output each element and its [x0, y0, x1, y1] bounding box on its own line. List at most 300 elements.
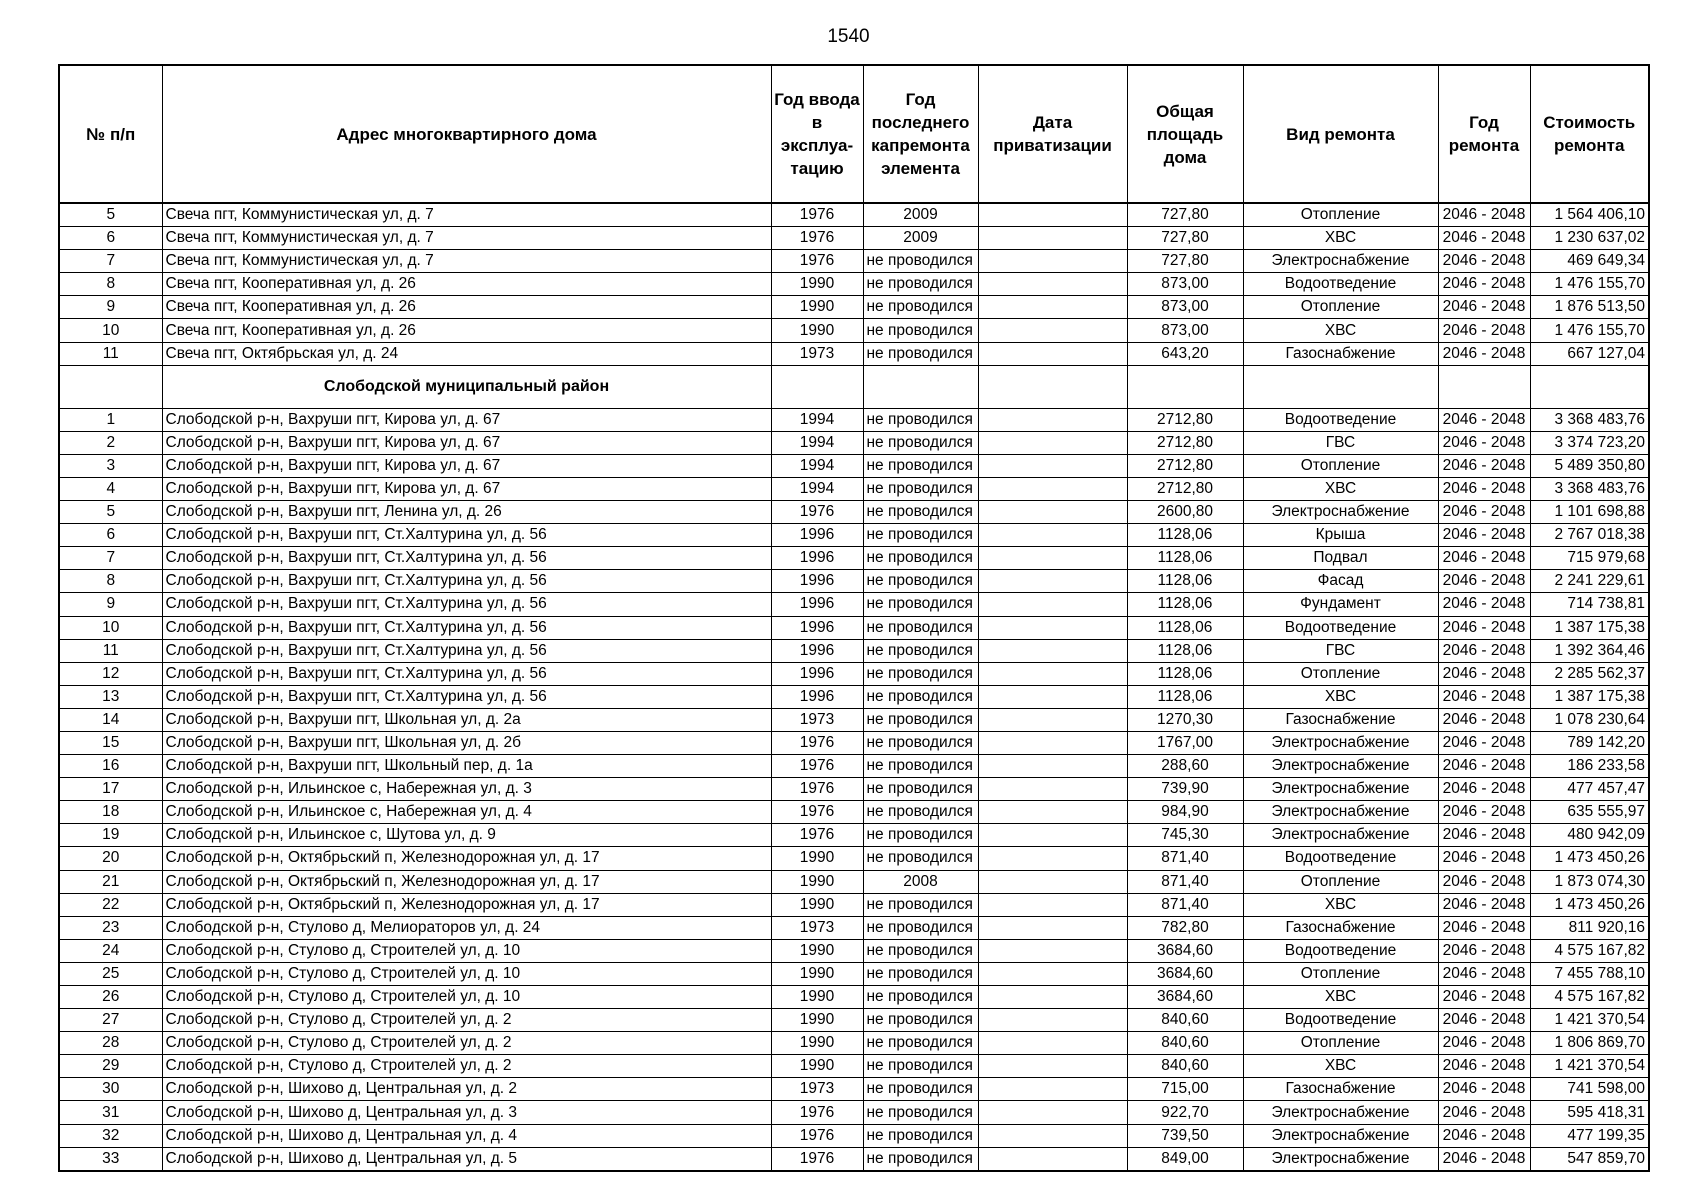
- repair-type-cell: Отопление: [1243, 454, 1438, 477]
- year-built-cell: 1990: [771, 870, 863, 893]
- area-cell: 1128,06: [1127, 639, 1243, 662]
- privatization-cell: [978, 870, 1127, 893]
- year-built-cell: 1996: [771, 639, 863, 662]
- address-cell: Слободской р-н, Шихово д, Центральная ул, д. 5: [162, 1147, 771, 1171]
- header-cost: Стоимость ремонта: [1530, 65, 1649, 203]
- table-row: [59, 893, 1649, 916]
- row-number: 24: [59, 939, 162, 962]
- row-number: 21: [59, 870, 162, 893]
- repair-type-cell: Электроснабжение: [1243, 1124, 1438, 1147]
- cost-cell: 2 285 562,37: [1530, 662, 1649, 685]
- section-empty-cell: [1127, 365, 1243, 408]
- cost-cell: 477 199,35: [1530, 1124, 1649, 1147]
- table-row: [59, 1055, 1649, 1078]
- privatization-cell: [978, 708, 1127, 731]
- last-repair-cell: не проводился: [863, 454, 978, 477]
- repair-year-cell: 2046 - 2048: [1438, 273, 1530, 296]
- area-cell: 984,90: [1127, 801, 1243, 824]
- header-area: Общая площадь дома: [1127, 65, 1243, 203]
- row-number: 7: [59, 250, 162, 273]
- repair-year-cell: 2046 - 2048: [1438, 778, 1530, 801]
- area-cell: 2712,80: [1127, 454, 1243, 477]
- cost-cell: 5 489 350,80: [1530, 454, 1649, 477]
- row-number: 9: [59, 296, 162, 319]
- row-number: 4: [59, 477, 162, 500]
- table-row: [59, 616, 1649, 639]
- address-cell: Свеча пгт, Октябрьская ул, д. 24: [162, 342, 771, 365]
- row-number: 29: [59, 1055, 162, 1078]
- area-cell: 745,30: [1127, 824, 1243, 847]
- last-repair-cell: не проводился: [863, 824, 978, 847]
- repair-year-cell: 2046 - 2048: [1438, 1055, 1530, 1078]
- cost-cell: 1 230 637,02: [1530, 227, 1649, 250]
- year-built-cell: 1976: [771, 203, 863, 227]
- row-number: 18: [59, 801, 162, 824]
- last-repair-cell: 2009: [863, 227, 978, 250]
- table-row: [59, 273, 1649, 296]
- year-built-cell: 1990: [771, 273, 863, 296]
- cost-cell: 667 127,04: [1530, 342, 1649, 365]
- repair-year-cell: 2046 - 2048: [1438, 1124, 1530, 1147]
- area-cell: 873,00: [1127, 296, 1243, 319]
- area-cell: 3684,60: [1127, 962, 1243, 985]
- address-cell: Слободской р-н, Вахруши пгт, Кирова ул, д. 67: [162, 431, 771, 454]
- area-cell: 922,70: [1127, 1101, 1243, 1124]
- repair-type-cell: ХВС: [1243, 319, 1438, 342]
- area-cell: 739,50: [1127, 1124, 1243, 1147]
- year-built-cell: 1996: [771, 662, 863, 685]
- repair-year-cell: 2046 - 2048: [1438, 893, 1530, 916]
- privatization-cell: [978, 477, 1127, 500]
- row-number: 12: [59, 662, 162, 685]
- section-empty-cell: [1438, 365, 1530, 408]
- cost-cell: 715 979,68: [1530, 547, 1649, 570]
- address-cell: Слободской р-н, Ильинское с, Набережная ул, д. 4: [162, 801, 771, 824]
- address-cell: Слободской р-н, Вахруши пгт, Ст.Халтурина ул, д. 56: [162, 593, 771, 616]
- cost-cell: 547 859,70: [1530, 1147, 1649, 1171]
- address-cell: Слободской р-н, Вахруши пгт, Ст.Халтурина ул, д. 56: [162, 547, 771, 570]
- row-number: 8: [59, 570, 162, 593]
- year-built-cell: 1990: [771, 847, 863, 870]
- last-repair-cell: не проводился: [863, 731, 978, 754]
- last-repair-cell: не проводился: [863, 296, 978, 319]
- row-number: 11: [59, 342, 162, 365]
- cost-cell: 1 473 450,26: [1530, 847, 1649, 870]
- privatization-cell: [978, 893, 1127, 916]
- row-number: 26: [59, 986, 162, 1009]
- table-row: [59, 477, 1649, 500]
- last-repair-cell: 2008: [863, 870, 978, 893]
- year-built-cell: 1994: [771, 477, 863, 500]
- area-cell: 849,00: [1127, 1147, 1243, 1171]
- table-row: [59, 1147, 1649, 1171]
- area-cell: 873,00: [1127, 273, 1243, 296]
- cost-cell: 3 368 483,76: [1530, 477, 1649, 500]
- repair-type-cell: Электроснабжение: [1243, 778, 1438, 801]
- repair-type-cell: Электроснабжение: [1243, 1101, 1438, 1124]
- privatization-cell: [978, 593, 1127, 616]
- header-num: № п/п: [59, 65, 162, 203]
- cost-cell: 7 455 788,10: [1530, 962, 1649, 985]
- row-number: 30: [59, 1078, 162, 1101]
- repair-year-cell: 2046 - 2048: [1438, 916, 1530, 939]
- row-number: 7: [59, 547, 162, 570]
- privatization-cell: [978, 939, 1127, 962]
- address-cell: Слободской р-н, Вахруши пгт, Кирова ул, д. 67: [162, 408, 771, 431]
- repair-type-cell: Отопление: [1243, 203, 1438, 227]
- row-number: 14: [59, 708, 162, 731]
- repair-type-cell: Водоотведение: [1243, 939, 1438, 962]
- year-built-cell: 1973: [771, 1078, 863, 1101]
- table-row: [59, 250, 1649, 273]
- repair-type-cell: Электроснабжение: [1243, 801, 1438, 824]
- row-number: 11: [59, 639, 162, 662]
- privatization-cell: [978, 454, 1127, 477]
- row-number: 17: [59, 778, 162, 801]
- row-number: 23: [59, 916, 162, 939]
- year-built-cell: 1994: [771, 431, 863, 454]
- repair-type-cell: Подвал: [1243, 547, 1438, 570]
- address-cell: Свеча пгт, Коммунистическая ул, д. 7: [162, 250, 771, 273]
- table-row: [59, 847, 1649, 870]
- privatization-cell: [978, 755, 1127, 778]
- last-repair-cell: не проводился: [863, 501, 978, 524]
- repair-type-cell: Газоснабжение: [1243, 708, 1438, 731]
- last-repair-cell: не проводился: [863, 893, 978, 916]
- area-cell: 3684,60: [1127, 986, 1243, 1009]
- section-row: [59, 365, 1649, 408]
- last-repair-cell: не проводился: [863, 1124, 978, 1147]
- last-repair-cell: не проводился: [863, 1147, 978, 1171]
- address-cell: Слободской р-н, Шихово д, Центральная ул, д. 2: [162, 1078, 771, 1101]
- cost-cell: 1 476 155,70: [1530, 319, 1649, 342]
- repair-year-cell: 2046 - 2048: [1438, 708, 1530, 731]
- cost-cell: 811 920,16: [1530, 916, 1649, 939]
- privatization-cell: [978, 1124, 1127, 1147]
- cost-cell: 480 942,09: [1530, 824, 1649, 847]
- header-year-built: Год ввода в эксплуа-тацию: [771, 65, 863, 203]
- last-repair-cell: не проводился: [863, 962, 978, 985]
- privatization-cell: [978, 916, 1127, 939]
- year-built-cell: 1976: [771, 778, 863, 801]
- repair-type-cell: Электроснабжение: [1243, 731, 1438, 754]
- table-row: [59, 662, 1649, 685]
- year-built-cell: 1994: [771, 408, 863, 431]
- area-cell: 2600,80: [1127, 501, 1243, 524]
- repair-type-cell: ХВС: [1243, 986, 1438, 1009]
- section-num-cell: [59, 365, 162, 408]
- table-row: [59, 319, 1649, 342]
- last-repair-cell: не проводился: [863, 1078, 978, 1101]
- address-cell: Слободской р-н, Октябрьский п, Железнодорожная ул, д. 17: [162, 893, 771, 916]
- area-cell: 871,40: [1127, 847, 1243, 870]
- address-cell: Свеча пгт, Коммунистическая ул, д. 7: [162, 203, 771, 227]
- table-row: [59, 962, 1649, 985]
- table-row: [59, 731, 1649, 754]
- repair-year-cell: 2046 - 2048: [1438, 986, 1530, 1009]
- row-number: 2: [59, 431, 162, 454]
- repair-type-cell: Газоснабжение: [1243, 916, 1438, 939]
- row-number: 20: [59, 847, 162, 870]
- privatization-cell: [978, 685, 1127, 708]
- address-cell: Слободской р-н, Вахруши пгт, Ст.Халтурина ул, д. 56: [162, 685, 771, 708]
- last-repair-cell: не проводился: [863, 916, 978, 939]
- table-row: [59, 431, 1649, 454]
- row-number: 13: [59, 685, 162, 708]
- repair-year-cell: 2046 - 2048: [1438, 1078, 1530, 1101]
- repair-year-cell: 2046 - 2048: [1438, 662, 1530, 685]
- year-built-cell: 1976: [771, 1101, 863, 1124]
- table-row: [59, 296, 1649, 319]
- area-cell: 2712,80: [1127, 477, 1243, 500]
- area-cell: 1767,00: [1127, 731, 1243, 754]
- address-cell: Слободской р-н, Ильинское с, Шутова ул, д. 9: [162, 824, 771, 847]
- table-row: [59, 342, 1649, 365]
- repair-type-cell: Отопление: [1243, 962, 1438, 985]
- privatization-cell: [978, 296, 1127, 319]
- privatization-cell: [978, 616, 1127, 639]
- address-cell: Слободской р-н, Вахруши пгт, Кирова ул, д. 67: [162, 477, 771, 500]
- section-empty-cell: [863, 365, 978, 408]
- address-cell: Слободской р-н, Вахруши пгт, Ст.Халтурина ул, д. 56: [162, 616, 771, 639]
- year-built-cell: 1996: [771, 685, 863, 708]
- last-repair-cell: не проводился: [863, 547, 978, 570]
- privatization-cell: [978, 319, 1127, 342]
- cost-cell: 477 457,47: [1530, 778, 1649, 801]
- last-repair-cell: не проводился: [863, 1009, 978, 1032]
- address-cell: Слободской р-н, Шихово д, Центральная ул, д. 3: [162, 1101, 771, 1124]
- address-cell: Слободской р-н, Вахруши пгт, Кирова ул, д. 67: [162, 454, 771, 477]
- area-cell: 1128,06: [1127, 524, 1243, 547]
- page-number: 1540: [827, 26, 870, 47]
- cost-cell: 3 374 723,20: [1530, 431, 1649, 454]
- repair-year-cell: 2046 - 2048: [1438, 731, 1530, 754]
- repair-year-cell: 2046 - 2048: [1438, 524, 1530, 547]
- table-row: [59, 203, 1649, 227]
- header-repair-type: Вид ремонта: [1243, 65, 1438, 203]
- row-number: 28: [59, 1032, 162, 1055]
- cost-cell: 1 564 406,10: [1530, 203, 1649, 227]
- table-row: [59, 939, 1649, 962]
- table-row: [59, 454, 1649, 477]
- last-repair-cell: не проводился: [863, 685, 978, 708]
- area-cell: 1128,06: [1127, 662, 1243, 685]
- last-repair-cell: не проводился: [863, 250, 978, 273]
- address-cell: Слободской р-н, Вахруши пгт, Ленина ул, д. 26: [162, 501, 771, 524]
- address-cell: Слободской р-н, Стулово д, Строителей ул, д. 2: [162, 1009, 771, 1032]
- year-built-cell: 1976: [771, 824, 863, 847]
- cost-cell: 4 575 167,82: [1530, 939, 1649, 962]
- last-repair-cell: не проводился: [863, 1055, 978, 1078]
- repair-type-cell: ХВС: [1243, 685, 1438, 708]
- cost-cell: 595 418,31: [1530, 1101, 1649, 1124]
- last-repair-cell: не проводился: [863, 524, 978, 547]
- table-row: [59, 1124, 1649, 1147]
- row-number: 9: [59, 593, 162, 616]
- last-repair-cell: не проводился: [863, 616, 978, 639]
- table-row: [59, 1032, 1649, 1055]
- year-built-cell: 1996: [771, 616, 863, 639]
- rows-top: [59, 203, 1649, 365]
- row-number: 31: [59, 1101, 162, 1124]
- row-number: 10: [59, 319, 162, 342]
- privatization-cell: [978, 570, 1127, 593]
- row-number: 25: [59, 962, 162, 985]
- table-row: [59, 801, 1649, 824]
- table-row: [59, 755, 1649, 778]
- area-cell: 1270,30: [1127, 708, 1243, 731]
- table-row: [59, 547, 1649, 570]
- rows-bottom: [59, 408, 1649, 1171]
- header-repair-year: Год ремонта: [1438, 65, 1530, 203]
- row-number: 15: [59, 731, 162, 754]
- cost-cell: 186 233,58: [1530, 755, 1649, 778]
- repair-type-cell: Электроснабжение: [1243, 824, 1438, 847]
- year-built-cell: 1990: [771, 939, 863, 962]
- repair-year-cell: 2046 - 2048: [1438, 593, 1530, 616]
- row-number: 10: [59, 616, 162, 639]
- repair-year-cell: 2046 - 2048: [1438, 408, 1530, 431]
- year-built-cell: 1990: [771, 1009, 863, 1032]
- cost-cell: 1 387 175,38: [1530, 685, 1649, 708]
- cost-cell: 1 421 370,54: [1530, 1009, 1649, 1032]
- privatization-cell: [978, 431, 1127, 454]
- year-built-cell: 1996: [771, 593, 863, 616]
- table-row: [59, 824, 1649, 847]
- row-number: 19: [59, 824, 162, 847]
- address-cell: Свеча пгт, Кооперативная ул, д. 26: [162, 273, 771, 296]
- area-cell: 1128,06: [1127, 685, 1243, 708]
- row-number: 33: [59, 1147, 162, 1171]
- last-repair-cell: не проводился: [863, 708, 978, 731]
- address-cell: Свеча пгт, Кооперативная ул, д. 26: [162, 319, 771, 342]
- address-cell: Слободской р-н, Ильинское с, Набережная ул, д. 3: [162, 778, 771, 801]
- year-built-cell: 1976: [771, 731, 863, 754]
- cost-cell: 4 575 167,82: [1530, 986, 1649, 1009]
- cost-cell: 469 649,34: [1530, 250, 1649, 273]
- privatization-cell: [978, 639, 1127, 662]
- row-number: 1: [59, 408, 162, 431]
- section: [59, 365, 1649, 408]
- repair-type-cell: Электроснабжение: [1243, 1147, 1438, 1171]
- cost-cell: 1 078 230,64: [1530, 708, 1649, 731]
- repair-type-cell: Фундамент: [1243, 593, 1438, 616]
- privatization-cell: [978, 1078, 1127, 1101]
- repair-year-cell: 2046 - 2048: [1438, 962, 1530, 985]
- row-number: 5: [59, 203, 162, 227]
- repair-type-cell: Электроснабжение: [1243, 501, 1438, 524]
- last-repair-cell: не проводился: [863, 319, 978, 342]
- repair-year-cell: 2046 - 2048: [1438, 477, 1530, 500]
- area-cell: 2712,80: [1127, 431, 1243, 454]
- section-empty-cell: [978, 365, 1127, 408]
- area-cell: 840,60: [1127, 1055, 1243, 1078]
- repair-type-cell: ХВС: [1243, 893, 1438, 916]
- year-built-cell: 1976: [771, 501, 863, 524]
- privatization-cell: [978, 801, 1127, 824]
- address-cell: Слободской р-н, Вахруши пгт, Школьный пер, д. 1а: [162, 755, 771, 778]
- table-row: [59, 870, 1649, 893]
- privatization-cell: [978, 731, 1127, 754]
- year-built-cell: 1973: [771, 708, 863, 731]
- table-row: [59, 524, 1649, 547]
- repair-year-cell: 2046 - 2048: [1438, 342, 1530, 365]
- repair-year-cell: 2046 - 2048: [1438, 1032, 1530, 1055]
- year-built-cell: 1994: [771, 454, 863, 477]
- address-cell: Слободской р-н, Стулово д, Строителей ул, д. 2: [162, 1055, 771, 1078]
- privatization-cell: [978, 662, 1127, 685]
- repair-type-cell: Отопление: [1243, 662, 1438, 685]
- repair-type-cell: Водоотведение: [1243, 847, 1438, 870]
- section-empty-cell: [1243, 365, 1438, 408]
- address-cell: Слободской р-н, Вахруши пгт, Ст.Халтурина ул, д. 56: [162, 524, 771, 547]
- repair-year-cell: 2046 - 2048: [1438, 431, 1530, 454]
- repair-type-cell: ХВС: [1243, 477, 1438, 500]
- address-cell: Свеча пгт, Кооперативная ул, д. 26: [162, 296, 771, 319]
- last-repair-cell: не проводился: [863, 593, 978, 616]
- table-row: [59, 685, 1649, 708]
- cost-cell: 714 738,81: [1530, 593, 1649, 616]
- repair-year-cell: 2046 - 2048: [1438, 685, 1530, 708]
- privatization-cell: [978, 227, 1127, 250]
- year-built-cell: 1976: [771, 250, 863, 273]
- repair-type-cell: Электроснабжение: [1243, 755, 1438, 778]
- year-built-cell: 1990: [771, 1032, 863, 1055]
- repair-type-cell: ХВС: [1243, 227, 1438, 250]
- address-cell: Слободской р-н, Стулово д, Строителей ул, д. 2: [162, 1032, 771, 1055]
- cost-cell: 1 873 074,30: [1530, 870, 1649, 893]
- row-number: 6: [59, 524, 162, 547]
- privatization-cell: [978, 824, 1127, 847]
- year-built-cell: 1973: [771, 342, 863, 365]
- address-cell: Слободской р-н, Вахруши пгт, Школьная ул, д. 2а: [162, 708, 771, 731]
- row-number: 6: [59, 227, 162, 250]
- year-built-cell: 1990: [771, 319, 863, 342]
- repair-type-cell: Крыша: [1243, 524, 1438, 547]
- cost-cell: 741 598,00: [1530, 1078, 1649, 1101]
- table-row: [59, 1078, 1649, 1101]
- cost-cell: 1 806 869,70: [1530, 1032, 1649, 1055]
- last-repair-cell: не проводился: [863, 431, 978, 454]
- address-cell: Слободской р-н, Стулово д, Мелиораторов ул, д. 24: [162, 916, 771, 939]
- table-row: [59, 570, 1649, 593]
- address-cell: Слободской р-н, Вахруши пгт, Ст.Халтурина ул, д. 56: [162, 639, 771, 662]
- privatization-cell: [978, 778, 1127, 801]
- year-built-cell: 1996: [771, 524, 863, 547]
- last-repair-cell: не проводился: [863, 778, 978, 801]
- address-cell: Слободской р-н, Вахруши пгт, Школьная ул, д. 2б: [162, 731, 771, 754]
- repair-year-cell: 2046 - 2048: [1438, 616, 1530, 639]
- repair-year-cell: 2046 - 2048: [1438, 1009, 1530, 1032]
- year-built-cell: 1976: [771, 755, 863, 778]
- privatization-cell: [978, 547, 1127, 570]
- last-repair-cell: не проводился: [863, 986, 978, 1009]
- year-built-cell: 1990: [771, 296, 863, 319]
- repair-type-cell: Отопление: [1243, 870, 1438, 893]
- area-cell: 871,40: [1127, 870, 1243, 893]
- repair-year-cell: 2046 - 2048: [1438, 203, 1530, 227]
- area-cell: 3684,60: [1127, 939, 1243, 962]
- privatization-cell: [978, 203, 1127, 227]
- row-number: 16: [59, 755, 162, 778]
- repair-year-cell: 2046 - 2048: [1438, 755, 1530, 778]
- address-cell: Слободской р-н, Октябрьский п, Железнодорожная ул, д. 17: [162, 870, 771, 893]
- section-title: Слободской муниципальный район: [162, 365, 771, 408]
- last-repair-cell: не проводился: [863, 939, 978, 962]
- area-cell: 840,60: [1127, 1032, 1243, 1055]
- cost-cell: 1 387 175,38: [1530, 616, 1649, 639]
- repair-year-cell: 2046 - 2048: [1438, 250, 1530, 273]
